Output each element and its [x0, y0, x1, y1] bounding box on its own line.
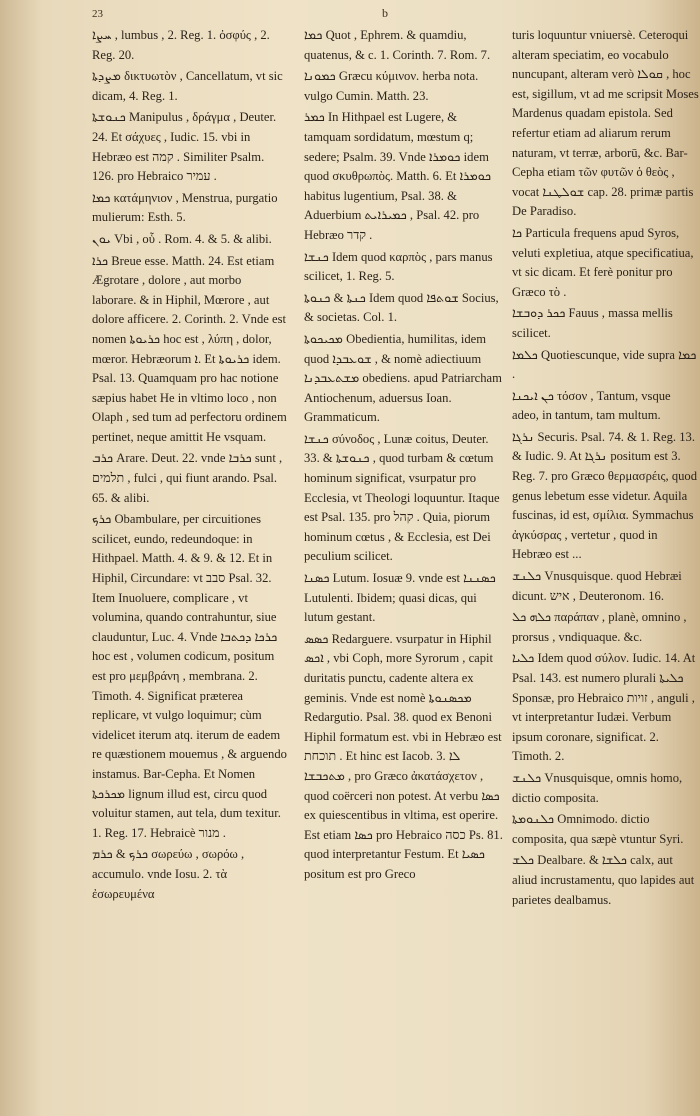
- entry-halsa: ܚܨܐ , lumbus , 2. Reg. 1. ὀσφύς , 2. Reg. 20.: [92, 28, 270, 62]
- entry-continued-text: turis loquuntur vniuersè. Ceteroqui alteram speciatim, eo vocabulo nuncupant, alteram verò ܩܘܠܐ , hoc est, sigillum, vt ad me scripsit Moses Mardenus quadam epistola. Sed refertur etiam ad aliarum rerum naturam, vt terræ, arborū, &c. Bar-Cepha etiam τῶν φυτῶν ὁ θεὸς , vocat ܫܘܠܛܢܐ cap. 28. primæ partis De Paradiso.: [512, 28, 699, 219]
- folio-number: 23: [92, 8, 103, 20]
- column-right: [512, 26, 700, 910]
- entry-particula: ܟܐ Particula frequens apud Syros, veluti expletiua, atque specificatiua, vt sic dicam. Et ferè ponitur pro Græco τὸ .: [512, 225, 694, 299]
- entry-cancellatum: ܡܨܕܬܐ δικτυωτὸν , Cancellatum, vt sic dicam, 4. Reg. 1.: [92, 69, 283, 103]
- entry-accumulo: ܟܪܟ & ܟܪܡ σωρεύω , σωρόω , accumulo. vnde Iosu. 2. τὰ ἐσωρευμένα: [92, 847, 245, 901]
- entry-securis: ܢܪܓܐ Securis. Psal. 74. & 1. Reg. 13. & Iudic. 9. At ܢܪܓܐ positum est 3. Reg. 7. pro Græco θερμασρέις, quod genus lebetum esse videtur. Aquila fuscinas, id est, σμίλια. Symmachus ἀγκύσρας , vertetur , quod in Hebræo est ...: [512, 429, 698, 562]
- entry-quotiescunque: ܟܠܡܐ Quotiescunque, vide supra ܟܡܐ .: [512, 347, 697, 382]
- entry-parapan: ܟܠܗ ܟܠ παράπαν , planè, omnino , prorsus , vndiquaque. &c.: [512, 610, 687, 644]
- entry-omnis-homo: ܟܠܢܫ Vnusquisque, omnis homo, dictio composita.: [512, 770, 683, 805]
- entry-menstrua: ܟܡܐ κατάμηνιον , Menstrua, purgatio mulierum: Esth. 5.: [92, 190, 278, 225]
- entry-quot: ܟܡܐ Quot , Ephrem. & quamdiu, quatenus, & c. 1. Corinth. 7. Rom. 7.: [304, 28, 491, 62]
- column-middle: [304, 26, 504, 885]
- entry-carpus: ܟܢܫܐ Idem quod καρπὸς , pars manus scilicet, 1. Reg. 5.: [304, 249, 493, 284]
- entry-fauus: ܟܟܪ ܕܘܒܫܐ Fauus , massa mellis scilicet.: [512, 306, 673, 340]
- entry-tantum: ܟܢ ܐܝܟܢܐ τόσον , Tantum, vsque adeo, in tantum, tam multum.: [512, 388, 671, 423]
- column-left: [92, 26, 288, 904]
- entry-vnusquisque: ܟܠܢܫ Vnusquisque. quod Hebræi dicunt. איש , Deuteronom. 16.: [512, 569, 682, 603]
- entry-arare: ܟܪܒ Arare. Deut. 22. vnde ܟܪܒܐ sunt , תלמים , fulci , qui fiunt arando. Psal. 65. & alibi.: [92, 451, 283, 505]
- entry-omnimodo: ܟܠܢܘܡܬܐ Omnimodo. dictio composita, qua sæpè vtuntur Syri.: [512, 812, 684, 846]
- entry-lutum: ܟܣܢܐ Lutum. Iosuæ 9. vnde est ܟܣܢܢܐ Lutulenti. Ibidem; quasi dicas, qui lutum gestant.: [304, 571, 496, 625]
- entry-manipulus: ܟܢܘܫܬܐ Manipulus , δράγμα , Deuter. 24. Et σάχυες , Iudic. 15. vbi in Hebræo est קמה . Similiter Psalm. 126. pro Hebraico עמיר .: [92, 110, 277, 184]
- entry-sponsae: ܟܠܝܐ Idem quod σύλον. Iudic. 14. At Psal. 143. est numero plurali ܟܠܝܬܐ Sponsæ, pro Hebraico זויות , anguli , vt interpretantur Iudæi. Verbum ipsum coronare, significat. 2. Timoth. 2.: [512, 651, 696, 764]
- entry-cumin: ܟܡܘܢܐ Græcu κύμινον. herba nota. vulgo Cumin. Matth. 23.: [304, 69, 479, 103]
- entry-obambulare: ܟܪܟ Obambulare, per circuitiones scilicet, eundo, redeundoque: in Hithpael. Matth. 4. & 9. & 12. Et in Hiphil, Circundare: vt סבב Psal. 32. Item Inuoluere, complicare , vt volumina, quando contrahuntur, siue clauduntur, Luc. 4. Vnde ܟܪܟܐ ܕܟܬܒܐ hoc est , volumen codicum, positum est pro μεμβράνη , membrana. 2. Timoth. 4. Significat præterea replicare, vt vulgo loquimur; cùm videlicet iterum atq. iterum de eadem re quæstionem mouemus , & arguendo instamus. Bar-Cepha. Et Nomen ܡܟܪܟܬܐ lignum illud est, circu quod voluitur stamen, aut tela, dum texitur. 1. Reg. 17. Hebraicè מנור .: [92, 512, 287, 840]
- entry-lugere: ܟܡܪ In Hithpael est Lugere, & tamquam sordidatum, mœstum q; sedere; Psalm. 39. Vnde ܟܘܡܪܐ idem quod σκυθρωπὸς. Matth. 6. Et ܟܘܡܪܐ habitus lugentium, Psal. 38. & Aduerbium ܟܡܝܪܐܝܬ , Psal. 42. pro Hebræo קדר .: [304, 110, 492, 242]
- entry-socius: ܟܢܬܐ & ܟܢܘܬܐ Idem quod ܫܘܬܦܐ Socius, & societas. Col. 1.: [304, 290, 499, 325]
- signature-mark: b: [382, 6, 388, 20]
- entry-breue-esse: ܟܪܐ Breue esse. Matth. 24. Est etiam Ægrotare , dolore , aut morbo laborare. & in Hiphil, Mœrore , aut dolore afficere. 2. Corinth. 2. Vnde est nomen ܟܪܝܘܬܐ hoc est , λύπη , dolor, mœror. Hebræorum ܐ. Et ܟܪܝܘܬܐ idem. Psal. 13. Quamquam pro hac notione sæpius habet He in vltimo loco , non Olaph , sed tum ad perfectoru ordinem pertinet, neque amittit He vsquam.: [92, 253, 287, 444]
- entry-synodos: ܟܢܫܐ σύνοδος , Lunæ coitus, Deuter. 33. & ܟܢܘܫܬܐ , quod turbam & cœtum hominum significat, vsurpatur pro Ecclesia, vt Theologi loquuntur. Itaque est Psal. 135. pro קהל . Quia, piorum hominum cœtus , & Ecclesia, est Dei peculium scilicet.: [304, 431, 500, 564]
- entry-ubi: ܝܘܢ Vbi , οὗ . Rom. 4. & 5. & alibi.: [92, 231, 272, 246]
- entry-obedientia: ܡܟܝܟܘܬܐ Obedientia, humilitas, idem quod ܫܘܥܒܕܐ , & nomè adiectiuum ܡܫܬܥܒܕܢܐ obediens. apud Patriarcham Antiochenum, aduersus Ioan. Grammaticum.: [304, 331, 502, 425]
- entry-dealbare: ܟܠܫ Dealbare. & ܟܠܫܐ calx, aut aliud incrustamentu, quo lapides aut parietes dealbamus.: [512, 853, 695, 907]
- entry-redarguere: ܟܣܣ Redarguere. vsurpatur in Hiphil ܐܟܣ , vbi Coph, more Syrorum , capit duritatis punctu, cadente altera ex geminis. Vnde est nomè ܡܟܣܢܘܬܐ Redargutio. Psal. 38. quod ex Benoni Hiphil formatum est. vbi in Hebræo est תוכחת . Et hinc est Iacob. 3. ܠܐ ܡܬܟܒܫܐ , pro Græco ἀκατάσχετον , quod coërceri non potest. At verbu ܟܣܐ ex quiescentibus in vltima, est operire. Est etiam ܟܣܐ pro Hebraico כסה Ps. 81. quod interpretantur Festum. Et ܟܣܝܐ positum est pro Greco: [304, 631, 503, 881]
